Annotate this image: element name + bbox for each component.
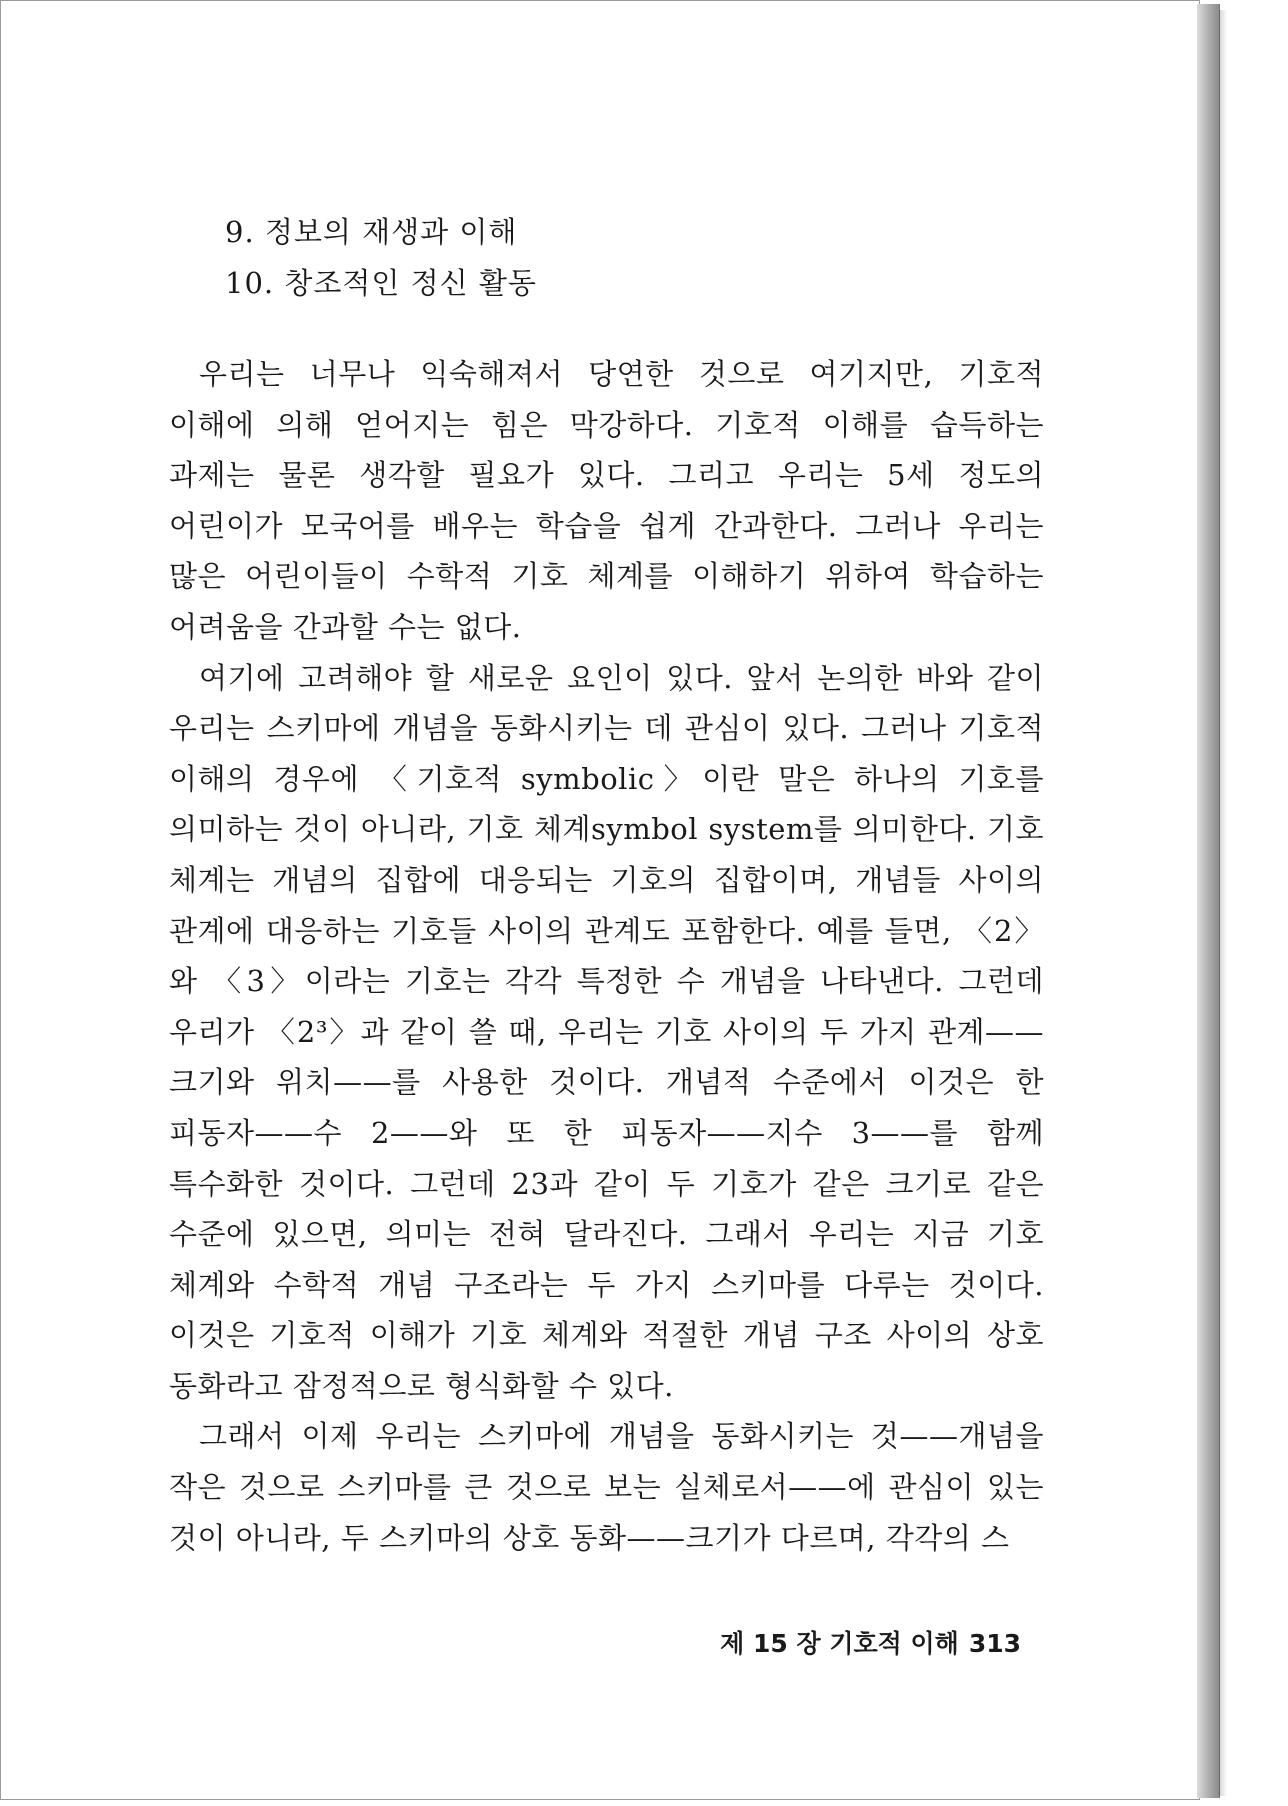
running-footer xyxy=(701,1624,1021,1660)
chapter-title: 제 15 장 기호적 이해 xyxy=(720,1629,959,1658)
numbered-list xyxy=(169,207,1044,309)
page-shadow xyxy=(1219,10,1227,1796)
page-body xyxy=(169,207,1044,1563)
page-edge xyxy=(1197,4,1220,1798)
page-number: 313 xyxy=(968,1629,1021,1658)
list-item: 9. 정보의 재생과 이해 xyxy=(225,215,518,249)
paragraph: 여기에 고려해야 할 새로운 요인이 있다. 앞서 논의한 바와 같이 우리는 스키마에 개념을 동화시키는 데 관심이 있다. 그러나 기호적 이해의 경우에 〈기호적 symbolic〉이란 말은 하나의 기호를 의미하는 것이 아니라, 기호 체계symbol system를 의미한다. 기호 체계는 개념의 집합에 대응되는 기호의 집합이며, 개념들 사이의 관계에 대응하는 기호들 사이의 관계도 포함한다. 예를 들면, 〈2〉와 〈3〉이라는 기호는 각각 특정한 수 개념을 나타낸다. 그런데 우리가 〈2³〉과 같이 쓸 때, 우리는 기호 사이의 두 가지 관계——크기와 위치——를 사용한 것이다. 개념적 수준에서 이것은 한 피동자——수 2——와 또 한 피동자——지수 3——를 함께 특수화한 것이다. 그런데 23과 같이 두 기호가 같은 크기로 같은 수준에 있으면, 의미는 전혀 달라진다. 그래서 우리는 지금 기호 체계와 수학적 개념 구조라는 두 가지 스키마를 다루는 것이다. 이것은 기호적 이해가 기호 체계와 적절한 개념 구조 사이의 상호 동화라고 잠정적으로 형식화할 수 있다. xyxy=(169,660,1044,1403)
paragraph: 우리는 너무나 익숙해져서 당연한 것으로 여기지만, 기호적 이해에 의해 얻어지는 힘은 막강하다. 기호적 이해를 습득하는 과제는 물론 생각할 필요가 있다. 그리고 우리는 5세 정도의 어린이가 모국어를 배우는 학습을 쉽게 간과한다. 그러나 우리는 많은 어린이들이 수학적 기호 체계를 이해하기 위하여 학습하는 어려움을 간과할 수는 없다. xyxy=(169,357,1044,644)
paragraph: 그래서 이제 우리는 스키마에 개념을 동화시키는 것——개념을 작은 것으로 스키마를 큰 것으로 보는 실체로서——에 관심이 있는 것이 아니라, 두 스키마의 상호 동화——크기가 다르며, 각각의 스 xyxy=(169,1419,1044,1555)
list-item: 10. 창조적인 정신 활동 xyxy=(225,266,537,300)
